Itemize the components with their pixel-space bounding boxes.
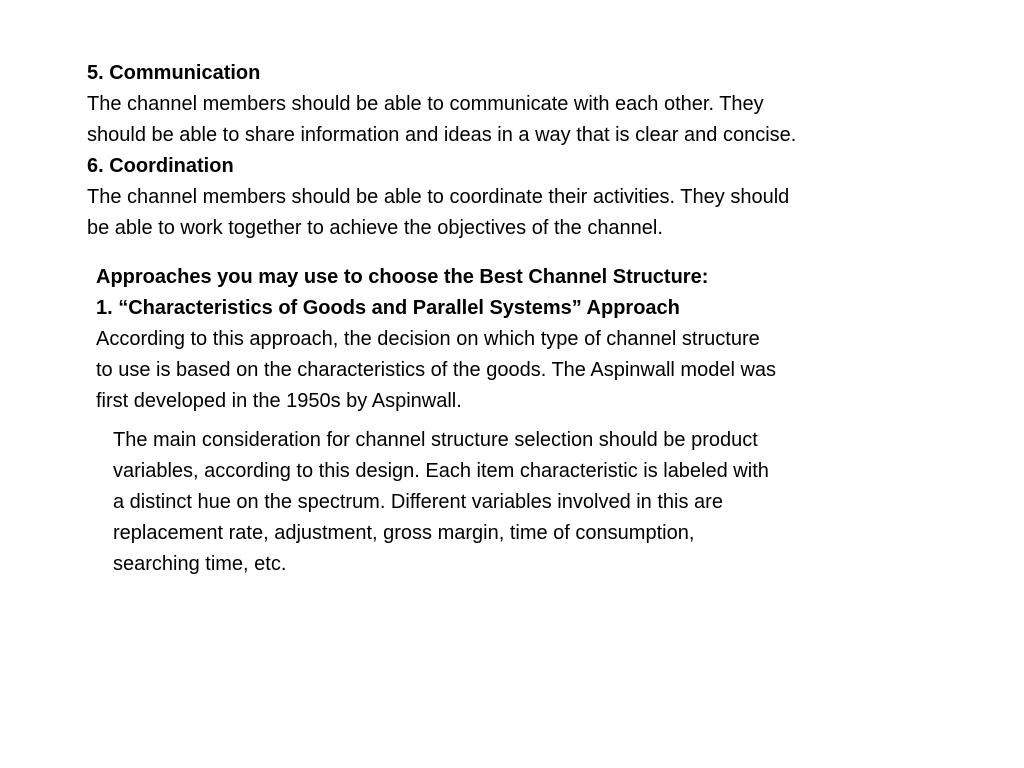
consideration-text-line: searching time, etc. — [113, 553, 287, 575]
coordination-heading: 6. Coordination — [87, 155, 234, 177]
coordination-text-line: be able to work together to achieve the objectives of the channel. — [87, 217, 663, 239]
consideration-text-line: The main consideration for channel structure selection should be product — [113, 429, 758, 451]
coordination-text-line: The channel members should be able to coordinate their activities. They should — [87, 186, 790, 208]
approach-text-line: to use is based on the characteristics of the goods. The Aspinwall model was — [96, 359, 777, 381]
consideration-text-line: variables, according to this design. Each item characteristic is labeled with — [113, 460, 769, 482]
approaches-heading: Approaches you may use to choose the Best Channel Structure: — [96, 266, 709, 288]
communication-heading: 5. Communication — [87, 62, 261, 84]
approach-text-line: According to this approach, the decision on which type of channel structure — [96, 328, 760, 350]
communication-text-line: should be able to share information and ideas in a way that is clear and concise. — [87, 124, 797, 146]
approaches-block — [96, 262, 776, 417]
consideration-text-line: replacement rate, adjustment, gross margin, time of consumption, — [113, 522, 695, 544]
consideration-block — [113, 425, 769, 580]
approach-subheading: 1. “Characteristics of Goods and Parallel Systems” Approach — [96, 297, 680, 319]
communication-text-line: The channel members should be able to communicate with each other. They — [87, 93, 764, 115]
approach-text-line: first developed in the 1950s by Aspinwall. — [96, 390, 462, 412]
consideration-text-line: a distinct hue on the spectrum. Different variables involved in this are — [113, 491, 723, 513]
communication-coordination-block — [87, 58, 796, 244]
